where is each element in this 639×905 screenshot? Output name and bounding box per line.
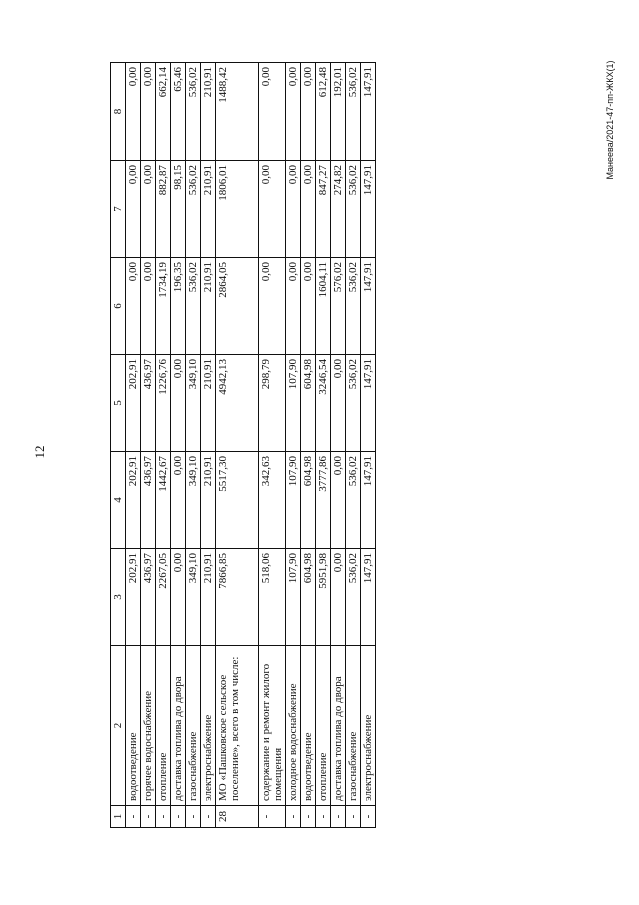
row-number-cell: - bbox=[126, 806, 141, 828]
value-cell: 147,91 bbox=[361, 258, 376, 355]
header-cell: 1 bbox=[111, 806, 126, 828]
value-cell: 7866,85 bbox=[216, 549, 259, 646]
page-number: 12 bbox=[32, 445, 47, 459]
value-cell: 536,02 bbox=[186, 63, 201, 161]
table-row bbox=[316, 63, 331, 828]
value-cell: 202,91 bbox=[126, 355, 141, 452]
value-cell: 1488,42 bbox=[216, 63, 259, 161]
table-row bbox=[126, 63, 141, 828]
table-row bbox=[346, 63, 361, 828]
table-row bbox=[201, 63, 216, 828]
row-number-cell: - bbox=[141, 806, 156, 828]
row-number-cell: - bbox=[346, 806, 361, 828]
header-cell: 6 bbox=[111, 258, 126, 355]
header-cell: 5 bbox=[111, 355, 126, 452]
table-row bbox=[301, 63, 316, 828]
value-cell: 342,63 bbox=[259, 452, 286, 549]
value-cell: 5517,30 bbox=[216, 452, 259, 549]
value-cell: 202,91 bbox=[126, 549, 141, 646]
value-cell: 196,35 bbox=[171, 258, 186, 355]
header-cell: 4 bbox=[111, 452, 126, 549]
value-cell: 536,02 bbox=[346, 549, 361, 646]
service-name-cell: холодное водоснабжение bbox=[286, 646, 301, 806]
value-cell: 147,91 bbox=[361, 549, 376, 646]
value-cell: 210,91 bbox=[201, 549, 216, 646]
row-number-cell: - bbox=[331, 806, 346, 828]
value-cell: 612,48 bbox=[316, 63, 331, 161]
value-cell: 662,14 bbox=[156, 63, 171, 161]
value-cell: 5951,98 bbox=[316, 549, 331, 646]
service-name-cell: содержание и ремонт жилого помещения bbox=[259, 646, 286, 806]
value-cell: 536,02 bbox=[346, 355, 361, 452]
value-cell: 147,91 bbox=[361, 355, 376, 452]
service-name-cell: отопление bbox=[156, 646, 171, 806]
header-cell: 7 bbox=[111, 161, 126, 258]
value-cell: 65,46 bbox=[171, 63, 186, 161]
value-cell: 192,01 bbox=[331, 63, 346, 161]
service-name-cell: электроснабжение bbox=[361, 646, 376, 806]
value-cell: 349,10 bbox=[186, 355, 201, 452]
value-cell: 0,00 bbox=[171, 549, 186, 646]
service-name-cell: доставка топлива до двора bbox=[331, 646, 346, 806]
service-name-cell: водоотведение bbox=[126, 646, 141, 806]
service-name-cell: горячее водоснабжение bbox=[141, 646, 156, 806]
value-cell: 847,27 bbox=[316, 161, 331, 258]
table-row bbox=[171, 63, 186, 828]
service-name-cell: газоснабжение bbox=[186, 646, 201, 806]
value-cell: 1226,76 bbox=[156, 355, 171, 452]
document-footer: Манеева/2021-47-пп-ЖКХ(1) bbox=[605, 60, 615, 180]
row-number-cell: 28 bbox=[216, 806, 259, 828]
value-cell: 98,15 bbox=[171, 161, 186, 258]
value-cell: 0,00 bbox=[141, 63, 156, 161]
value-cell: 536,02 bbox=[346, 161, 361, 258]
value-cell: 1604,11 bbox=[316, 258, 331, 355]
value-cell: 0,00 bbox=[286, 258, 301, 355]
row-number-cell: - bbox=[259, 806, 286, 828]
value-cell: 0,00 bbox=[286, 161, 301, 258]
value-cell: 0,00 bbox=[171, 452, 186, 549]
value-cell: 210,91 bbox=[201, 452, 216, 549]
row-number-cell: - bbox=[361, 806, 376, 828]
service-name-cell: МО «Пашковское сельское поселение», всего в том числе: bbox=[216, 646, 259, 806]
value-cell: 604,98 bbox=[301, 355, 316, 452]
table-row bbox=[216, 63, 259, 828]
value-cell: 3246,54 bbox=[316, 355, 331, 452]
value-cell: 0,00 bbox=[331, 549, 346, 646]
header-cell: 2 bbox=[111, 646, 126, 806]
table-row bbox=[331, 63, 346, 828]
value-cell: 147,91 bbox=[361, 452, 376, 549]
value-cell: 0,00 bbox=[301, 161, 316, 258]
service-name-cell: доставка топлива до двора bbox=[171, 646, 186, 806]
value-cell: 0,00 bbox=[259, 161, 286, 258]
value-cell: 0,00 bbox=[141, 161, 156, 258]
row-number-cell: - bbox=[301, 806, 316, 828]
value-cell: 0,00 bbox=[171, 355, 186, 452]
value-cell: 436,97 bbox=[141, 452, 156, 549]
value-cell: 536,02 bbox=[346, 452, 361, 549]
value-cell: 536,02 bbox=[186, 161, 201, 258]
row-number-cell: - bbox=[171, 806, 186, 828]
value-cell: 576,02 bbox=[331, 258, 346, 355]
table-row bbox=[286, 63, 301, 828]
service-name-cell: отопление bbox=[316, 646, 331, 806]
value-cell: 436,97 bbox=[141, 355, 156, 452]
value-cell: 349,10 bbox=[186, 549, 201, 646]
value-cell: 436,97 bbox=[141, 549, 156, 646]
header-cell: 3 bbox=[111, 549, 126, 646]
value-cell: 0,00 bbox=[259, 258, 286, 355]
value-cell: 0,00 bbox=[301, 258, 316, 355]
table-body bbox=[111, 63, 376, 828]
service-name-cell: электроснабжение bbox=[201, 646, 216, 806]
value-cell: 210,91 bbox=[201, 161, 216, 258]
value-cell: 147,91 bbox=[361, 63, 376, 161]
value-cell: 0,00 bbox=[126, 63, 141, 161]
value-cell: 0,00 bbox=[331, 355, 346, 452]
value-cell: 298,79 bbox=[259, 355, 286, 452]
service-name-cell: газоснабжение bbox=[346, 646, 361, 806]
value-cell: 882,87 bbox=[156, 161, 171, 258]
table-row bbox=[259, 63, 286, 828]
table-row bbox=[186, 63, 201, 828]
value-cell: 4942,13 bbox=[216, 355, 259, 452]
table-row bbox=[141, 63, 156, 828]
value-cell: 147,91 bbox=[361, 161, 376, 258]
value-cell: 210,91 bbox=[201, 258, 216, 355]
row-number-cell: - bbox=[286, 806, 301, 828]
table-header-row bbox=[111, 63, 126, 828]
value-cell: 604,98 bbox=[301, 452, 316, 549]
value-cell: 0,00 bbox=[126, 258, 141, 355]
row-number-cell: - bbox=[186, 806, 201, 828]
value-cell: 536,02 bbox=[346, 63, 361, 161]
value-cell: 349,10 bbox=[186, 452, 201, 549]
service-name-cell: водоотведение bbox=[301, 646, 316, 806]
value-cell: 274,82 bbox=[331, 161, 346, 258]
value-cell: 1442,67 bbox=[156, 452, 171, 549]
value-cell: 1806,01 bbox=[216, 161, 259, 258]
value-cell: 0,00 bbox=[331, 452, 346, 549]
value-cell: 107,90 bbox=[286, 355, 301, 452]
value-cell: 1734,19 bbox=[156, 258, 171, 355]
value-cell: 536,02 bbox=[186, 258, 201, 355]
value-cell: 0,00 bbox=[126, 161, 141, 258]
value-cell: 604,98 bbox=[301, 549, 316, 646]
value-cell: 3777,86 bbox=[316, 452, 331, 549]
table-row bbox=[156, 63, 171, 828]
row-number-cell: - bbox=[156, 806, 171, 828]
value-cell: 210,91 bbox=[201, 63, 216, 161]
value-cell: 0,00 bbox=[286, 63, 301, 161]
value-cell: 0,00 bbox=[141, 258, 156, 355]
table-row bbox=[361, 63, 376, 828]
value-cell: 518,06 bbox=[259, 549, 286, 646]
value-cell: 107,90 bbox=[286, 549, 301, 646]
value-cell: 536,02 bbox=[346, 258, 361, 355]
value-cell: 2864,05 bbox=[216, 258, 259, 355]
value-cell: 2267,05 bbox=[156, 549, 171, 646]
value-cell: 0,00 bbox=[301, 63, 316, 161]
value-cell: 210,91 bbox=[201, 355, 216, 452]
row-number-cell: - bbox=[316, 806, 331, 828]
value-cell: 107,90 bbox=[286, 452, 301, 549]
value-cell: 0,00 bbox=[259, 63, 286, 161]
tariff-table bbox=[110, 62, 376, 828]
value-cell: 202,91 bbox=[126, 452, 141, 549]
row-number-cell: - bbox=[201, 806, 216, 828]
header-cell: 8 bbox=[111, 63, 126, 161]
tariff-table-container bbox=[110, 63, 376, 828]
